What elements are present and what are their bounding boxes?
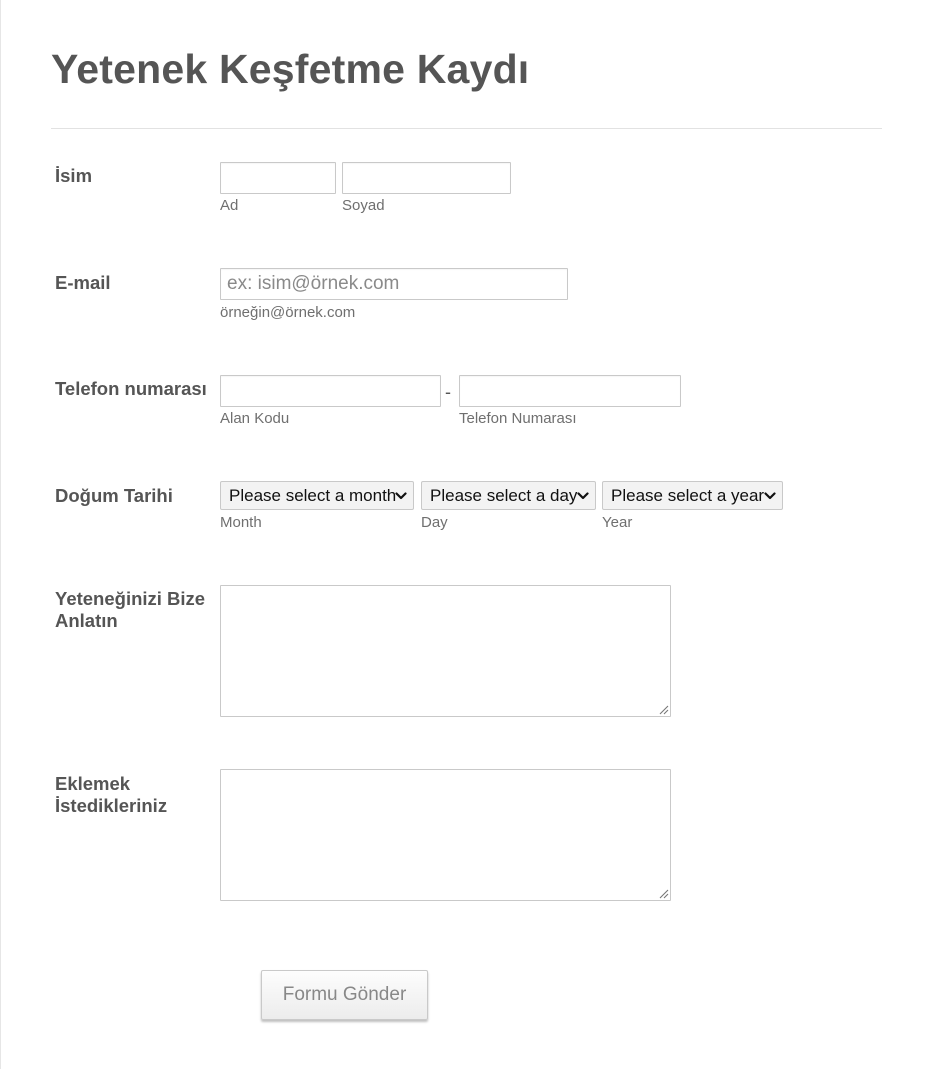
day-sublabel: Day xyxy=(421,514,448,531)
month-sublabel: Month xyxy=(220,514,262,531)
last-name-sublabel: Soyad xyxy=(342,197,385,214)
day-select-value: Please select a day xyxy=(430,486,578,505)
month-select-value: Please select a month xyxy=(229,486,397,505)
extra-label-line1: Eklemek xyxy=(55,773,131,794)
first-name-input[interactable] xyxy=(220,162,336,194)
form-title: Yetenek Keşfetme Kaydı xyxy=(51,46,530,92)
resize-handle-icon[interactable] xyxy=(658,704,669,715)
talent-label-line1: Yeteneğinizi Bize xyxy=(55,588,206,609)
year-select[interactable] xyxy=(602,481,783,510)
name-label: İsim xyxy=(55,165,93,186)
talent-label-line2: Anlatın xyxy=(55,610,118,631)
email-sublabel: örneğin@örnek.com xyxy=(220,304,356,321)
first-name-sublabel: Ad xyxy=(220,197,239,214)
extra-textarea[interactable] xyxy=(220,769,671,901)
chevron-down-icon xyxy=(764,490,776,502)
email-input[interactable]: ex: isim@örnek.com xyxy=(220,268,568,300)
area-code-sublabel: Alan Kodu xyxy=(220,410,290,427)
talent-label xyxy=(55,588,205,632)
year-select-value: Please select a year xyxy=(611,486,765,505)
phone-label: Telefon numarası xyxy=(55,378,207,399)
email-label: E-mail xyxy=(55,272,111,293)
extra-label-line2: İstedikleriniz xyxy=(55,795,168,816)
last-name-input[interactable] xyxy=(342,162,511,194)
phone-separator: - xyxy=(445,382,451,402)
extra-label xyxy=(55,773,167,817)
chevron-down-icon xyxy=(395,490,407,502)
month-select[interactable] xyxy=(220,481,414,510)
year-sublabel: Year xyxy=(602,514,633,531)
resize-handle-icon[interactable] xyxy=(658,888,669,899)
phone-number-input[interactable] xyxy=(459,375,681,407)
submit-button[interactable]: Formu Gönder xyxy=(261,970,428,1020)
title-divider xyxy=(51,128,882,129)
chevron-down-icon xyxy=(577,490,589,502)
area-code-input[interactable] xyxy=(220,375,441,407)
day-select[interactable] xyxy=(421,481,596,510)
birth-date-label: Doğum Tarihi xyxy=(55,485,173,506)
phone-number-sublabel: Telefon Numarası xyxy=(459,410,577,427)
talent-textarea[interactable] xyxy=(220,585,671,717)
